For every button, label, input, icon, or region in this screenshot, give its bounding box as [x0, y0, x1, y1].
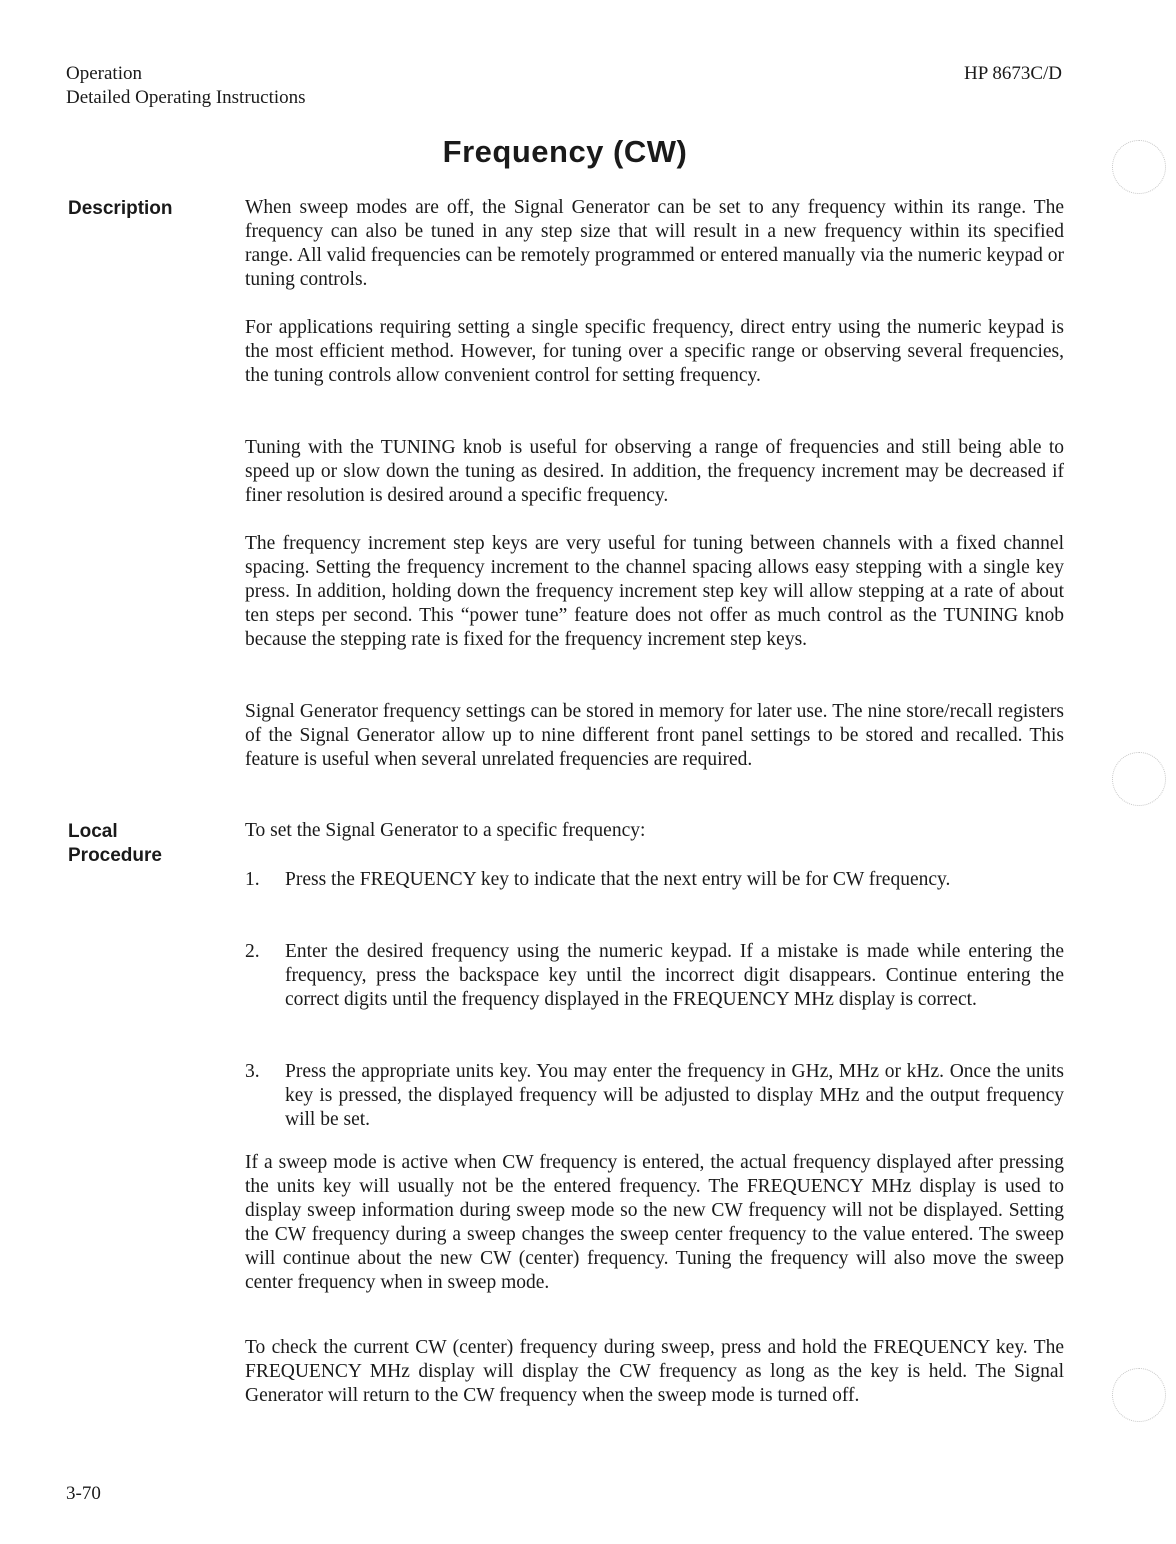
description-label: Description	[68, 198, 173, 219]
description-paragraph-2: For applications requiring setting a single specific frequency, direct entry using the numeric keypad is the most efficient method. However, for tuning over a specific range or observing several frequencies, the tuning controls allow convenient control for setting frequency.	[245, 317, 1064, 386]
procedure-intro: To set the Signal Generator to a specific frequency:	[245, 820, 646, 841]
check-paragraph: To check the current CW (center) frequency during sweep, press and hold the FREQUENCY key. The FREQUENCY MHz display will display the CW frequency as long as the key is held. The Signal Generator will return to the CW frequency when the sweep mode is turned off.	[245, 1337, 1064, 1406]
punch-hole-mark	[1112, 140, 1166, 194]
header-subsection: Detailed Operating Instructions	[66, 87, 306, 108]
step-number: 2.	[245, 941, 260, 962]
local-procedure-label-line-2: Procedure	[68, 845, 162, 866]
description-paragraph-5: Signal Generator frequency settings can be stored in memory for later use. The nine store/recall registers of the Signal Generator allow up to nine different front panel settings to be stored and recalled. This feature is useful when several unrelated frequencies are required.	[245, 701, 1064, 770]
description-paragraph-5-wrap	[245, 700, 1064, 772]
description-section	[245, 196, 1064, 292]
procedure-intro-wrap	[245, 819, 1064, 843]
punch-hole-mark	[1112, 752, 1166, 806]
step-number: 1.	[245, 869, 260, 890]
description-paragraph-3: Tuning with the TUNING knob is useful for observing a range of frequencies and still being able to speed up or slow down the tuning as desired. In addition, the frequency increment may be decreased if finer resolution is desired around a specific frequency.	[245, 437, 1064, 506]
procedure-step	[245, 940, 1064, 1012]
description-paragraph-1: When sweep modes are off, the Signal Generator can be set to any frequency within its range. The frequency can also be tuned in any step size that will result in a new frequency within its specified range. All valid frequencies can be remotely programmed or entered manually via the numeric keypad or tuning controls.	[245, 197, 1064, 290]
sweep-paragraph: If a sweep mode is active when CW frequency is entered, the actual frequency displayed after pressing the units key will usually not be the entered frequency. The FREQUENCY MHz display is used to display sweep information during sweep mode so the new CW frequency will not be displayed. Setting the CW frequency during a sweep changes the sweep center frequency to the value entered. The sweep will continue about the new CW (center) frequency. Tuning the frequency will also move the sweep center frequency when in sweep mode.	[245, 1152, 1064, 1293]
description-paragraph-3-wrap	[245, 436, 1064, 508]
procedure-step	[245, 868, 1064, 892]
sweep-paragraph-wrap	[245, 1151, 1064, 1295]
procedure-step-list-2	[245, 940, 1064, 1012]
header-section: Operation	[66, 63, 142, 84]
procedure-step-list	[245, 868, 1064, 892]
page-title: Frequency (CW)	[442, 134, 688, 169]
description-paragraph-2-wrap	[245, 316, 1064, 388]
punch-hole-mark	[1112, 1368, 1166, 1422]
page-number: 3-70	[66, 1483, 101, 1504]
check-paragraph-wrap	[245, 1336, 1064, 1408]
procedure-step	[245, 1060, 1064, 1132]
header-model: HP 8673C/D	[963, 63, 1062, 84]
procedure-step-list-3	[245, 1060, 1064, 1132]
step-text: Press the FREQUENCY key to indicate that the next entry will be for CW frequency.	[285, 869, 951, 890]
step-text: Press the appropriate units key. You may enter the frequency in GHz, MHz or kHz. Once the units key is pressed, the displayed frequency will be adjusted to display MHz and the output frequency will be set.	[285, 1061, 1064, 1130]
local-procedure-label	[68, 820, 162, 868]
local-procedure-label-line-1: Local	[68, 821, 118, 842]
running-header	[66, 62, 306, 110]
description-paragraph-4: The frequency increment step keys are very useful for tuning between channels with a fixed channel spacing. Setting the frequency increment to the channel spacing allows easy stepping with a single key press. In addition, holding down the frequency increment step key will allow stepping at a rate of about ten steps per second. This “power tune” feature does not offer as much control as the TUNING knob because the stepping rate is fixed for the frequency increment step keys.	[245, 533, 1064, 650]
description-paragraph-4-wrap	[245, 532, 1064, 652]
step-number: 3.	[245, 1061, 260, 1082]
step-text: Enter the desired frequency using the numeric keypad. If a mistake is made while entering the frequency, press the backspace key until the incorrect digit disappears. Continue entering the correct digits until the frequency displayed in the FREQUENCY MHz display is correct.	[285, 941, 1064, 1010]
